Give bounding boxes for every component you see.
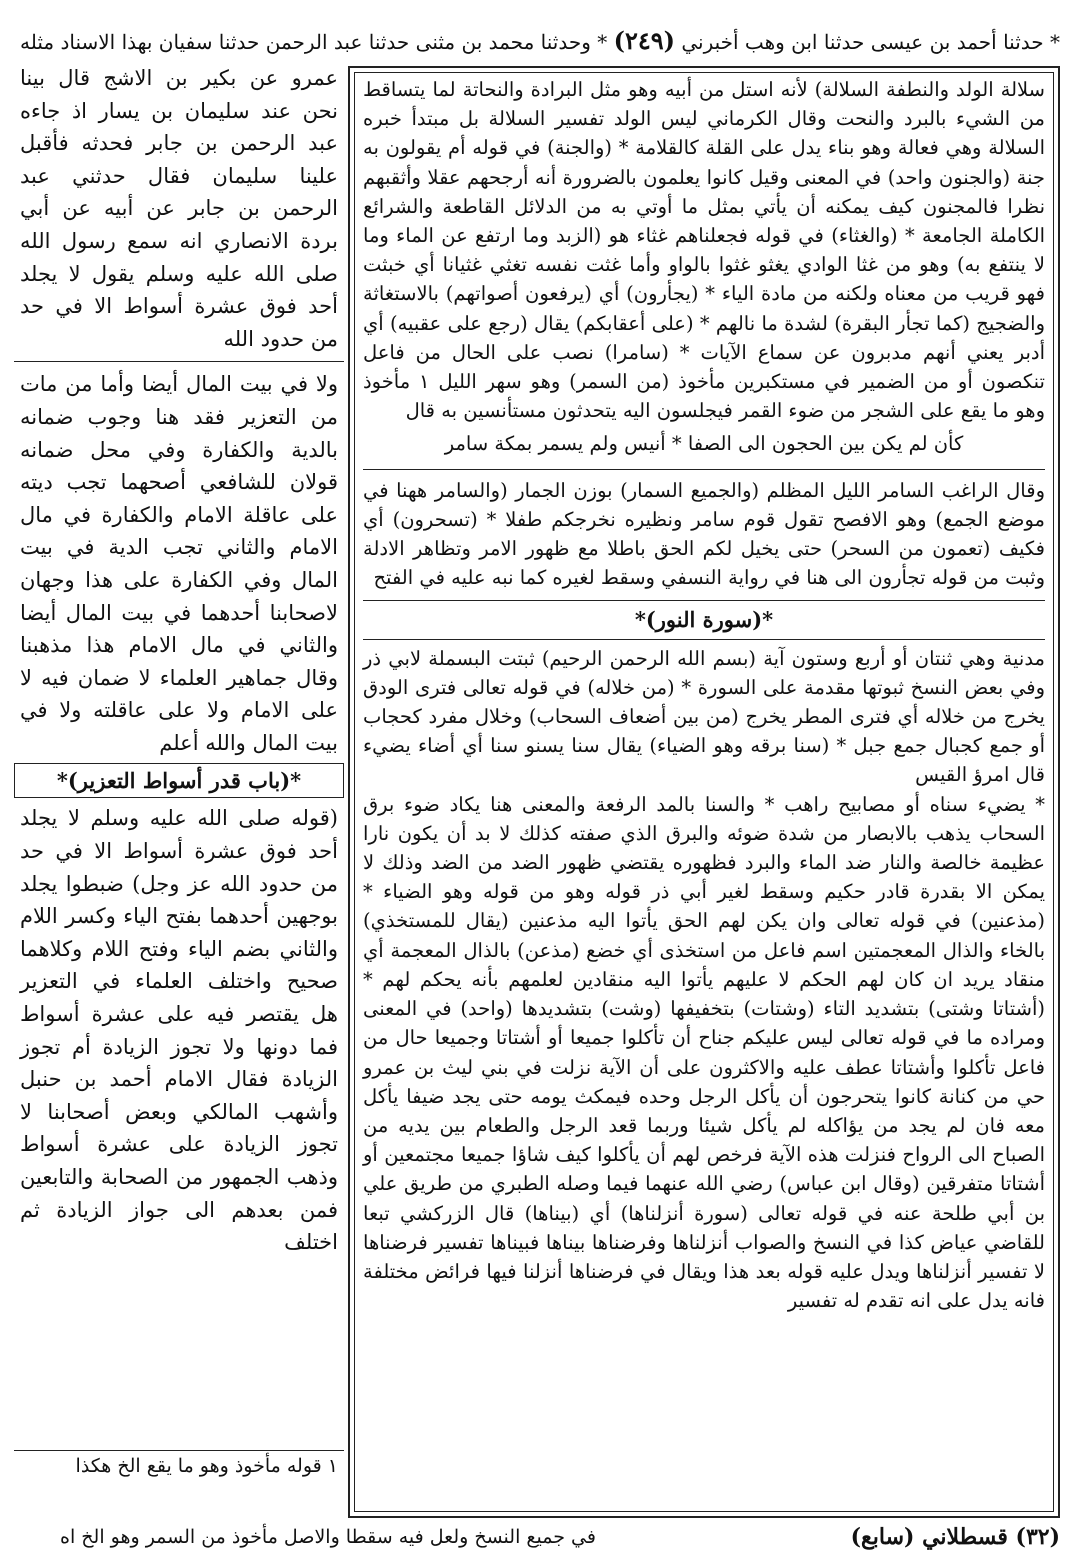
main-commentary-inner [354,72,1054,1512]
signature-mark: (٣٢) قسطلاني (سابع) [850,1524,1060,1550]
main-paragraph-1: سلالة الولد والنطفة السلالة) لأنه استل من أبيه وهو مثل البرادة والنحاتة لما يتساقط من الشيء بالبرد والنحت وقال الكرماني ليس الولد تفسير السلالة بل مبتدأ خبره السلالة وهي فعالة وهو بناء يدل على القلة كالقلامة * (والجنة) في قوله أم يقولون به جنة (والجنون واحد) في المعنى وقيل كانوا يعلمون بالضرورة أنه أرجحهم عقلا وأثقبهم نظرا فالمجنون كيف يمكنه أن يأتي بمثل ما أوتي به من الدلائل القاطعة والشرائع الكاملة الجامعة * (والغثاء) في قوله فجعلناهم غثاء هو (الزبد وما ارتفع عن الماء وما لا ينتفع به) وهو من غثا الوادي يغثو غثوا بالواو وأما غثت نفسه تغثي غثيانا أي خبثت فهو قريب من معناه ولكنه من مادة الياء * (يجأرون) أي (يرفعون أصواتهم) بالاستغاثة والضجيج (كما تجأر البقرة) لشدة ما نالهم * (على أعقابكم) يقال (رجع على عقبيه) أي أدبر يعني أنهم مدبرون عن سماع الآيات * (سامرا) نصب على الحال من فاعل تنكصون أو من الضمير في مستكبرين مأخوذ (من السمر) وهو سهر الليل ١ مأخوذ وهو ما يقع على الشجر من ضوء القمر فيجلسون اليه يتحدثون مستأنسين به قال [363,78,1045,423]
surah-title: *(سورة النور)* [363,600,1045,639]
page-number: (٢٤٩) [613,26,675,55]
chapter-title-box [14,763,344,798]
side-nawawi-text: (قوله صلى الله عليه وسلم لا يجلد أحد فوق عشرة أسواط الا في حد من حدود الله عز وجل) ضبطوا يجلد بوجهين أحدهما بفتح الياء وكسر اللام والثاني بضم الياء وفتح اللام وكلاهما صحيح واختلف العلماء في التعزير هل يقتصر فيه على عشرة أسواط فما دونها ولا تجوز الزيادة أم تجوز الزيادة فقال الامام أحمد بن حنبل وأشهب المالكي وبعض أصحابنا لا تجوز الزيادة على عشرة أسواط وذهب الجمهور من الصحابة والتابعين فمن بعدهم الى جواز الزيادة ثم اختلف [20,806,338,1255]
main-paragraph-2: وقال الراغب السامر الليل المظلم (والجميع السمار) بوزن الجمار (والسامر ههنا في موضع الجمع) وهو الافصح تقول قوم سامر ونظيره نخرجكم طفلا * (تسحرون) أي فكيف (تعمون من السحر) حتى يخيل لكم الحق باطلا مع ظهور الامر وتظاهر الادلة وثبت من قوله تجأرون الى هنا في رواية النسفي وسقط لغيره كما نبه عليه في الفتح [363,478,1045,590]
header-side-text: * حدثنا أحمد بن عيسى حدثنا ابن وهب أخبرني [681,30,1060,54]
page-footer [20,1520,1060,1554]
header-text: * وحدثنا محمد بن مثنى حدثنا عبد الرحمن حدثنا سفيان بهذا الاسناد مثله [20,30,608,54]
side-column [14,18,344,1518]
chapter-title: *(باب قدر أسواط التعزير)* [56,768,302,794]
side-hadith-text: عمرو عن بكير بن الاشج قال بينا نحن عند سليمان بن يسار اذ جاءه عبد الرحمن بن جابر فحدثه فأقبل علينا سليمان فقال حدثني عبد الرحمن بن جابر عن أبيه عن أبي بردة الانصاري انه سمع رسول الله صلى الله عليه وسلم يقول لا يجلد أحد فوق عشرة أسواط الا في حد من حدود الله [20,66,338,351]
side-divider [14,361,344,362]
side-commentary-text: ولا في بيت المال أيضا وأما من مات من التعزير فقد هنا وجوب ضمانه بالدية والكفارة وفي محل ضمانه قولان للشافعي أصحهما تجب ديته على عاقلة الامام والكفارة في مال الامام والثاني تجب الدية في بيت المال وفي الكفارة على هذا وجهان لاصحابنا أحدهما في بيت المال أيضا والثاني في مال الامام هذا مذهبنا وقال جماهير العلماء لا ضمان فيه لا على الامام ولا على عاقلته ولا في بيت المال والله أعلم [20,372,338,755]
side-nawawi-block [14,802,344,1258]
side-hadith-block [14,62,344,355]
main-commentary-box [348,66,1060,1518]
main-paragraph-3: مدنية وهي ثنتان أو أربع وستون آية (بسم الله الرحمن الرحيم) ثبتت البسملة لابي ذر وفي بعض النسخ ثبوتها مقدمة على السورة * (من خلاله) في قوله تعالى فترى الودق يخرج من خلاله أي فترى المطر يخرج (من بين أضعاف السحاب) وخلال مفرد كحجاب أو جمع كجبال جمع جبل * (سنا برقه وهو الضياء) يقال سنا يسنو سنا أي أضاء يضيء قال امرؤ القيس [363,646,1045,787]
footnote: ١ قوله مأخوذ وهو ما يقع الخ هكذا [14,1450,344,1481]
main-paragraph-4: * يضيء سناه أو مصابيح راهب * والسنا بالمد الرفعة والمعنى هنا يكاد ضوء برق السحاب يذهب بالابصار من شدة ضوئه والبرق الذي صفته كذلك لا بد أن يكون نارا عظيمة خالصة والنار ضد الماء والبرد فظهوره يقتضي ظهور الضد من الضد وذلك لا يمكن الا بقدرة قادر حكيم وسقط لغير أبي ذر قوله وهو من قوله وهو الضياء * (مذعنين) في قوله تعالى وان يكن لهم الحق يأتوا اليه مذعنين (يقال للمستخذي) بالخاء والذال المعجمتين اسم فاعل من استخذى أي خضع (مذعن) بالذال المعجمة أي منقاد يريد ان كان لهم الحكم لا عليهم يأتوا اليه منقادين لعلمهم بأنه يحكم لهم * (أشتاتا وشتى) بتشديد التاء (وشتات) بتخفيفها (وشت) بتشديدها (واحد) في المعنى ومراده ما في قوله تعالى ليس عليكم جناح أن تأكلوا جميعا أو أشتاتا وجميعا حال من فاعل تأكلوا وأشتاتا عطف عليه والاكثرون على أن الآية نزلت في بني ليث بن عمرو حي من كنانة كانوا يتحرجون أن يأكل الرجل وحده فيمكث يومه حتى يجد ضيفا يأكل معه فان لم يجد من يؤاكله لم يأكل شيئا وربما قعد الرجل والطعام بين يديه من الصباح الى الرواح فنزلت هذه الآية فرخص لهم أن يأكلوا كيف شاؤا جميعا مجتمعين أو أشتاتا متفرقين (وقال ابن عباس) رضي الله عنهما فيما وصله الطبري من طريق علي بن أبي طلحة عنه في قوله تعالى (سورة أنزلناها) أي (بيناها) قال الزركشي تبعا للقاضي عياض كذا في النسخ والصواب أنزلناها وفرضناها بيناها فبيناها تفسير فرضناها لا تفسير أنزلناها ويدل عليه قوله بعد هذا ويقال في فرضناها أنزلنا فيها فرائض مختلفة فانه يدل على انه تقدم له تفسير [363,792,1045,1313]
side-commentary-block [14,368,344,759]
divider [363,469,1045,470]
footnote-continuation: في جميع النسخ ولعل فيه سقطا والاصل مأخوذ من السمر وهو الخ اه [60,1526,596,1548]
poem-line: كأن لم يكن بين الحجون الى الصفا * أنيس ولم يسمر بمكة سامر [444,432,964,456]
main-column [355,73,1053,1317]
